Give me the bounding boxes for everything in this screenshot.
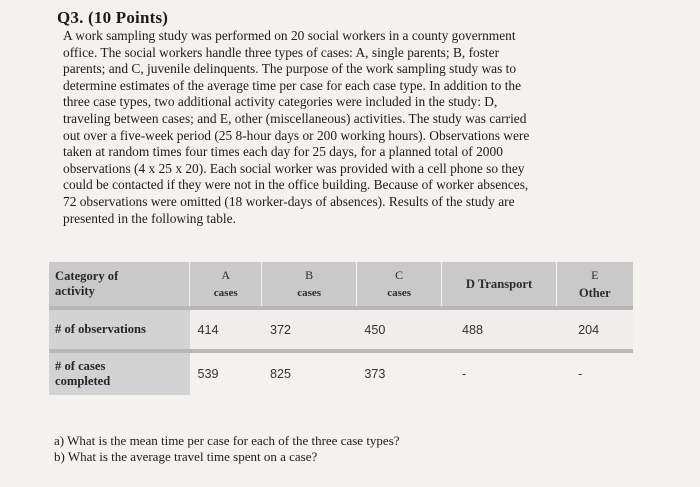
observations-d: 488	[442, 310, 556, 349]
problem-line: three case types, two additional activity categories were included in the study: D,	[63, 94, 498, 110]
header-b	[262, 262, 356, 306]
header-a-sub: cases	[213, 286, 238, 299]
completed-e: -	[556, 353, 633, 395]
problem-line: presented in the following table.	[63, 210, 236, 226]
completed-label	[49, 353, 190, 395]
problem-line: determine estimates of the average time per case for each case type. In addition to the	[63, 77, 522, 93]
completed-c: 373	[356, 353, 442, 395]
header-e	[556, 262, 633, 306]
header-c-letter: C	[395, 267, 404, 282]
header-b-sub: cases	[297, 286, 322, 299]
subquestions	[54, 433, 400, 465]
header-c	[356, 262, 442, 306]
problem-line: taken at random times four times each day for 25 days, for a planned total of 2000	[63, 144, 503, 160]
subquestion-b: b) What is the average travel time spent on a case?	[54, 449, 318, 464]
observations-b: 372	[262, 310, 356, 349]
observations-e: 204	[556, 310, 633, 349]
completed-label-line: completed	[55, 374, 111, 388]
header-category-line: Category of	[55, 269, 119, 283]
observations-label: # of observations	[49, 310, 190, 349]
completed-a: 539	[190, 353, 262, 395]
header-c-sub: cases	[387, 286, 412, 299]
results-table	[49, 262, 633, 395]
problem-line: traveling between cases; and E, other (miscellaneous) activities. The study was carried	[63, 110, 527, 126]
problem-statement	[63, 28, 603, 227]
problem-line: office. The social workers handle three types of cases: A, single parents; B, foster	[63, 44, 500, 60]
header-e-letter: E	[591, 267, 599, 282]
question-title: Q3. (10 Points)	[57, 8, 169, 27]
header-category	[49, 262, 190, 306]
completed-b: 825	[262, 353, 356, 395]
observations-c: 450	[356, 310, 442, 349]
problem-line: observations (4 x 25 x 20). Each social worker was provided with a cell phone so they	[63, 160, 525, 176]
header-d: D Transport	[442, 262, 556, 306]
problem-line: 72 observations were omitted (18 worker-days of absences). Results of the study are	[63, 193, 515, 209]
subquestion-a: a) What is the mean time per case for each of the three case types?	[54, 433, 400, 448]
problem-line: A work sampling study was performed on 20 social workers in a county government	[63, 28, 516, 43]
header-a	[190, 262, 262, 306]
problem-line: could be contacted if they were not in the office building. Because of worker absences,	[63, 177, 529, 193]
header-a-letter: A	[221, 267, 231, 282]
header-category-line: activity	[55, 284, 95, 298]
observations-a: 414	[190, 310, 262, 349]
table-header-row	[49, 262, 633, 306]
header-b-letter: B	[305, 267, 314, 282]
table-row-observations	[49, 310, 633, 349]
table-row-completed	[49, 353, 633, 395]
completed-label-line: # of cases	[55, 359, 106, 373]
problem-line: parents; and C, juvenile delinquents. The purpose of the work sampling study was to	[63, 61, 517, 77]
problem-line: out over a five-week period (25 8-hour days or 200 working hours). Observations were	[63, 127, 530, 143]
header-e-sub: Other	[578, 285, 611, 300]
completed-d: -	[442, 353, 556, 395]
